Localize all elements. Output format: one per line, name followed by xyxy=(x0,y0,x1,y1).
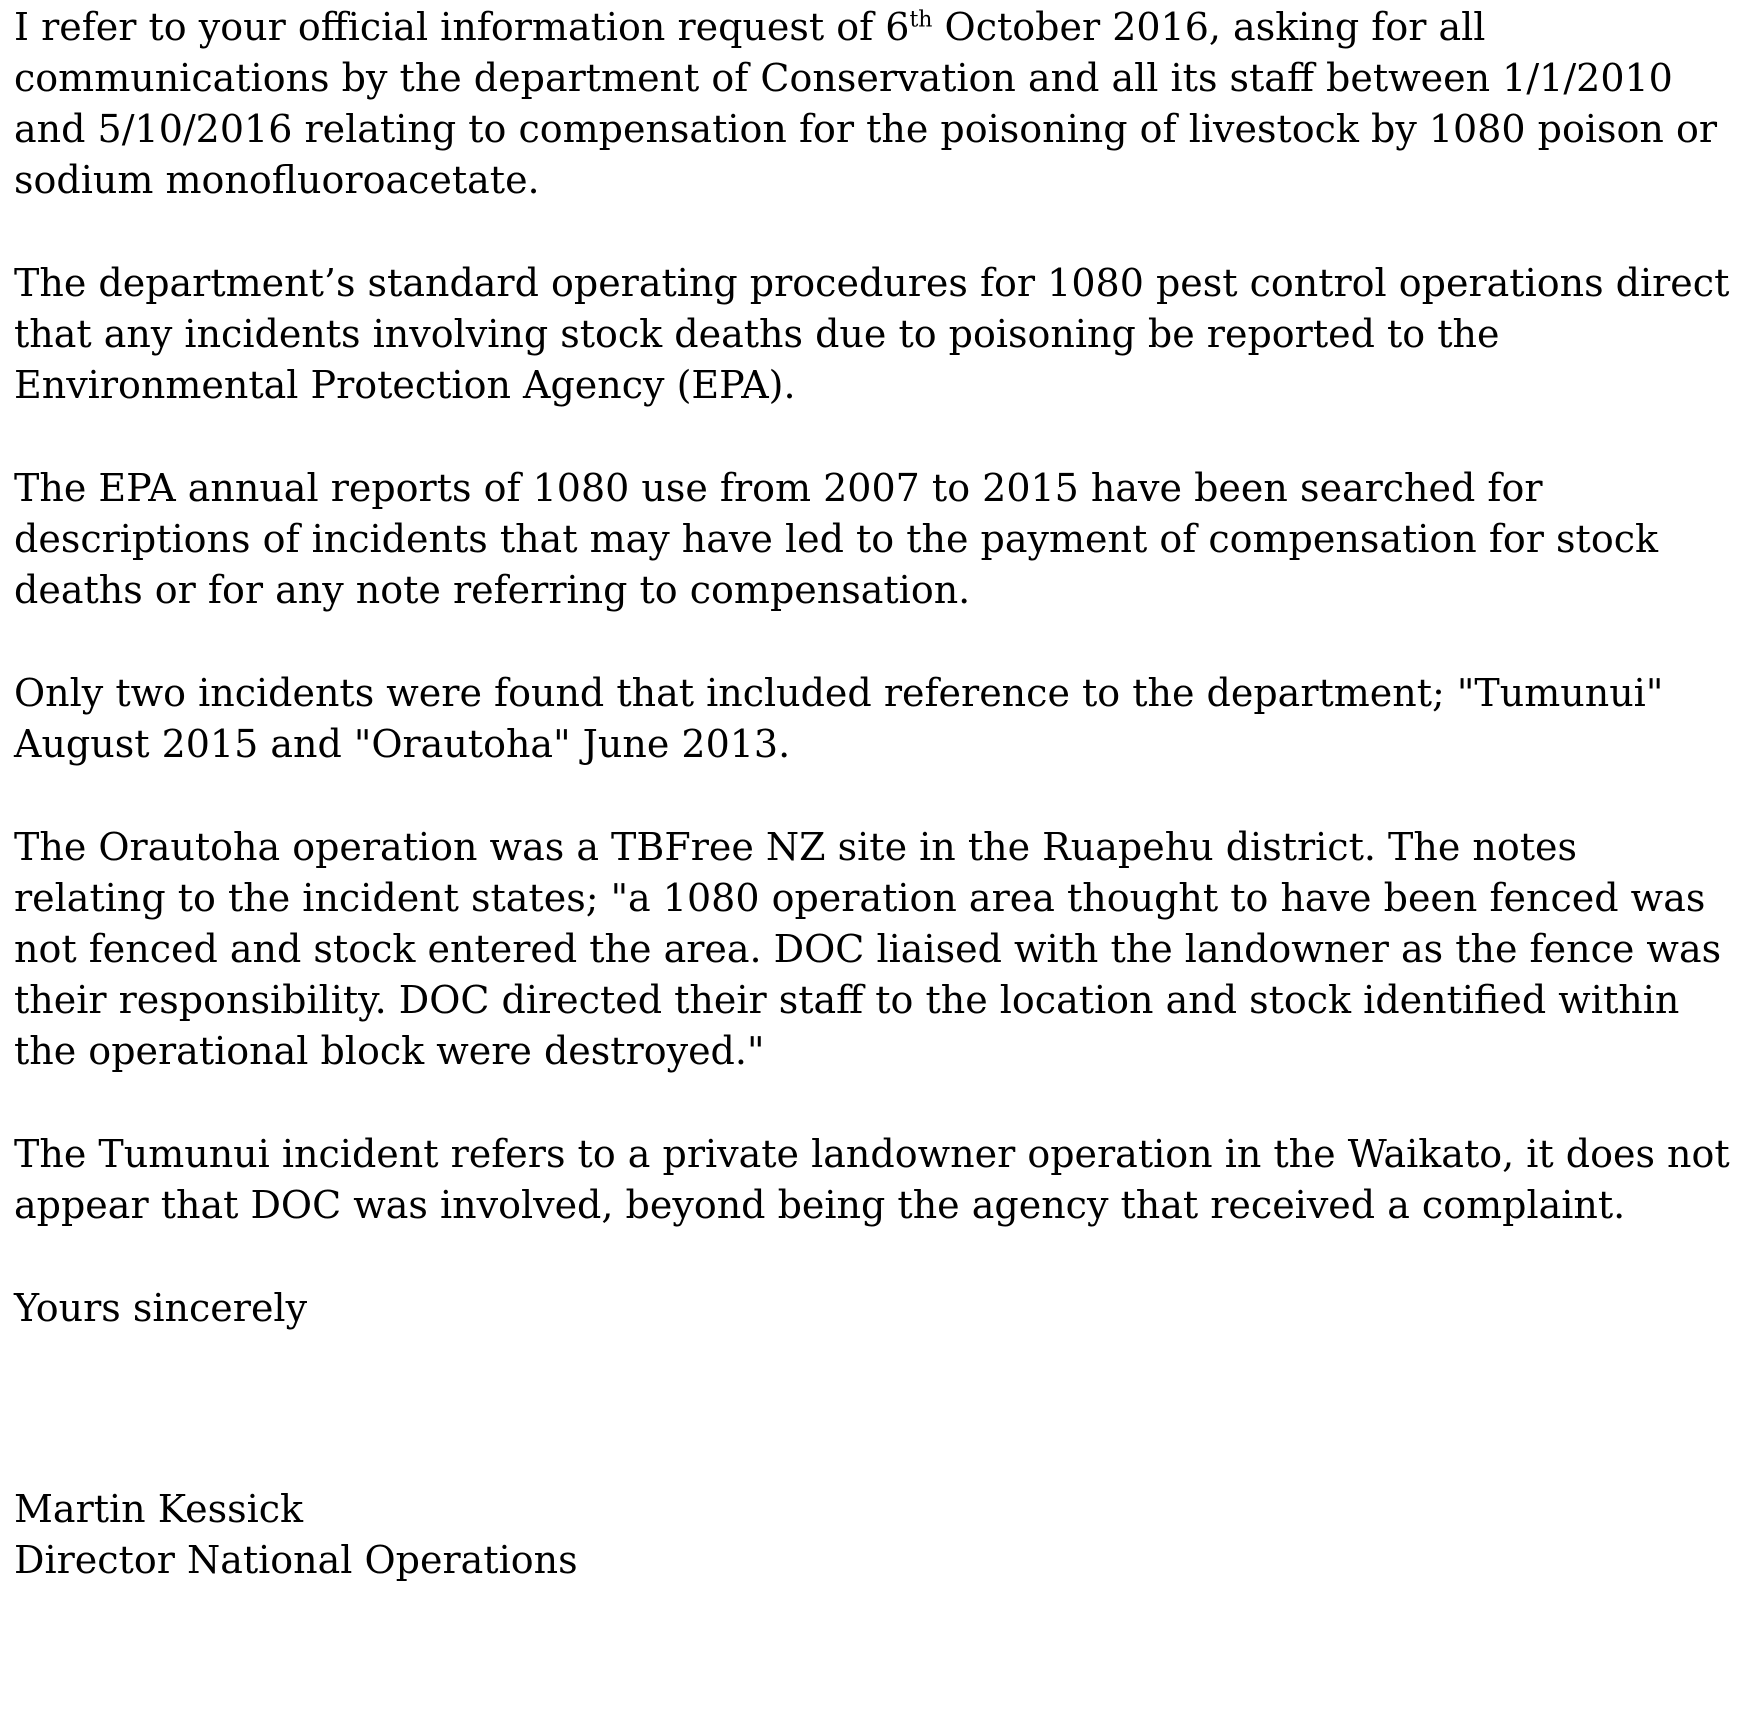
paragraph-spacer xyxy=(14,770,1738,822)
paragraph-tumunui-incident: The Tumunui incident refers to a private landowner operation in the Waikato, it does not appear that DOC was involved, beyond being the agency that received a complaint. xyxy=(14,1132,1730,1227)
paragraph-spacer xyxy=(14,616,1738,668)
paragraph-operating-procedures: The department’s standard operating procedures for 1080 pest control operations direct that any incidents involving stock deaths due to poisoning be reported to the Environmental Protection Agency (EPA). xyxy=(14,261,1730,407)
ordinal-suffix: th xyxy=(909,7,933,33)
closing-salutation: Yours sincerely xyxy=(14,1286,308,1330)
paragraph-request-text-start: I refer to your official information request of 6 xyxy=(14,5,910,49)
paragraph-spacer xyxy=(14,1077,1738,1129)
paragraph-request-reference xyxy=(14,2,1738,206)
paragraph-spacer xyxy=(14,206,1738,258)
paragraph-request-text-end: October 2016, asking for all communications by the department of Conservation and all its staff between 1/1/2010 and 5/10/2016 relating to compensation for the poisoning of livestock by 1080 poison or sodium monofluoroacetate. xyxy=(14,5,1717,202)
paragraph-spacer xyxy=(14,411,1738,463)
signatory-title: Director National Operations xyxy=(14,1538,578,1582)
signatory-name: Martin Kessick xyxy=(14,1487,304,1531)
paragraph-epa-reports: The EPA annual reports of 1080 use from 2007 to 2015 have been searched for descriptions of incidents that may have led to the payment of compensation for stock deaths or for any note referring to compensation. xyxy=(14,466,1659,612)
paragraph-incidents-found: Only two incidents were found that included reference to the department; "Tumunui" August 2015 and "Orautoha" June 2013. xyxy=(14,671,1664,766)
signature-space xyxy=(14,1334,1738,1484)
letter-body xyxy=(14,2,1738,1586)
paragraph-orautoha-operation: The Orautoha operation was a TBFree NZ site in the Ruapehu district. The notes relating to the incident states; "a 1080 operation area thought to have been fenced was not fenced and stock entered the area. DOC liaised with the landowner as the fence was their responsibility. DOC directed their staff to the location and stock identified within the operational block were destroyed." xyxy=(14,825,1722,1073)
paragraph-spacer xyxy=(14,1231,1738,1283)
